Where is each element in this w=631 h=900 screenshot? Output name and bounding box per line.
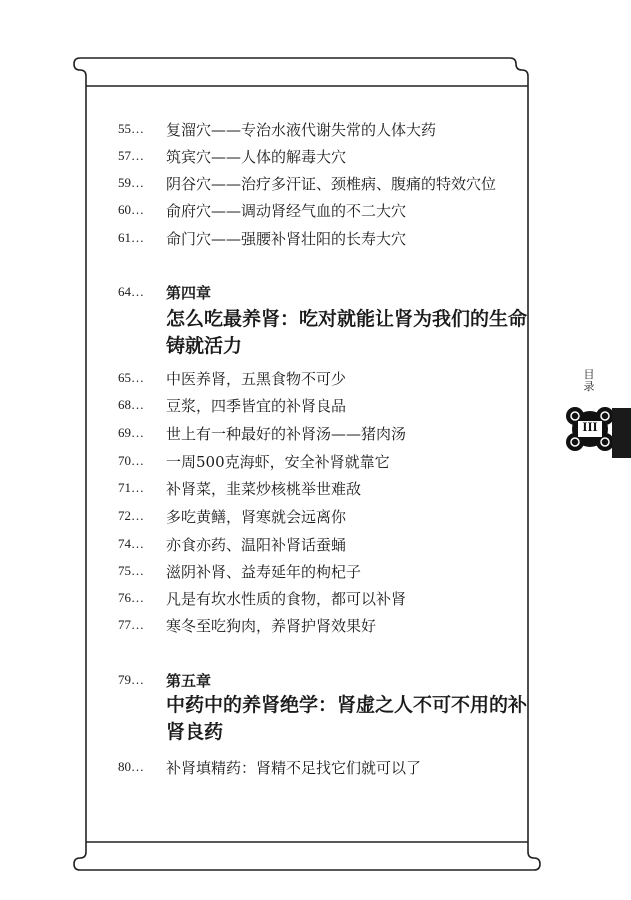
chapter-heading[interactable] <box>118 281 211 303</box>
toc-entry-title: 一周500克海虾，安全补肾就靠它 <box>166 452 390 471</box>
toc-page-number: 70… <box>118 453 144 468</box>
chapter-title-line: 怎么吃最养肾：吃对就能让肾为我们的生命 <box>166 308 528 330</box>
toc-entry-title: 俞府穴——调动肾经气血的不二大穴 <box>166 201 407 220</box>
toc-entry[interactable] <box>118 394 346 416</box>
toc-page-number: 57… <box>118 148 144 163</box>
chapter-label: 第五章 <box>166 671 212 690</box>
chapter-page-number: 79… <box>118 672 144 687</box>
chapter-label: 第四章 <box>166 283 212 302</box>
toc-page-number: 74… <box>118 536 144 551</box>
chapter-heading[interactable] <box>118 669 211 691</box>
toc-entry-title: 豆浆，四季皆宜的补肾良品 <box>166 396 347 415</box>
toc-entry[interactable] <box>118 614 376 636</box>
toc-entry-title: 阴谷穴——治疗多汗证、颈椎病、腹痛的特效穴位 <box>166 174 497 193</box>
toc-entry[interactable] <box>118 756 421 778</box>
toc-page-number: 68… <box>118 397 144 412</box>
toc-entry[interactable] <box>118 172 496 194</box>
toc-page-number: 80… <box>118 759 144 774</box>
toc-page-number: 61… <box>118 230 144 245</box>
chapter-page-number: 64… <box>118 284 144 299</box>
toc-entry[interactable] <box>118 118 436 140</box>
toc-entry[interactable] <box>118 560 361 582</box>
side-section-label: 目录 <box>583 368 595 393</box>
toc-entry[interactable] <box>118 505 346 527</box>
toc-page-number: 69… <box>118 425 144 440</box>
toc-page-number: 77… <box>118 617 144 632</box>
chapter-title-line: 肾良药 <box>166 721 224 743</box>
toc-entry-title: 滋阴补肾、益寿延年的枸杞子 <box>166 562 362 581</box>
toc-entry[interactable] <box>118 227 406 249</box>
toc-entry[interactable] <box>118 199 406 221</box>
toc-entry-title: 复溜穴——专治水液代谢失常的人体大药 <box>166 120 437 139</box>
toc-entry[interactable] <box>118 145 346 167</box>
toc-page-number: 75… <box>118 563 144 578</box>
toc-entry-title: 补肾菜，韭菜炒核桃举世难敌 <box>166 479 362 498</box>
toc-entry-title: 寒冬至吃狗肉，养肾护肾效果好 <box>166 616 377 635</box>
toc-entry-title: 世上有一种最好的补肾汤——猪肉汤 <box>166 424 407 443</box>
toc-entry[interactable] <box>118 477 361 499</box>
toc-page-number: 60… <box>118 202 144 217</box>
toc-entry-title: 多吃黄鳝，肾寒就会远离你 <box>166 507 347 526</box>
toc-entry-title: 凡是有坎水性质的食物，都可以补肾 <box>166 589 407 608</box>
toc-entry-title: 中医养肾，五黑食物不可少 <box>166 369 347 388</box>
chapter-title[interactable] <box>166 306 566 360</box>
toc-entry[interactable] <box>118 450 390 472</box>
toc-page-number: 65… <box>118 370 144 385</box>
toc-page-number: 72… <box>118 508 144 523</box>
toc-entry-title: 命门穴——强腰补肾壮阳的长寿大穴 <box>166 229 407 248</box>
toc-entry-title: 筑宾穴——人体的解毒大穴 <box>166 147 347 166</box>
toc-page-number: 71… <box>118 480 144 495</box>
page-number-roman: III <box>582 419 598 434</box>
chapter-title[interactable] <box>166 692 566 746</box>
thumb-tab <box>612 408 631 458</box>
toc-entry[interactable] <box>118 422 406 444</box>
toc-entry-title: 亦食亦药、温阳补肾话蚕蛹 <box>166 535 347 554</box>
toc-entry[interactable] <box>118 533 346 555</box>
toc-page-number: 76… <box>118 590 144 605</box>
toc-page-number: 59… <box>118 175 144 190</box>
toc-page-number: 55… <box>118 121 144 136</box>
chapter-title-line: 中药中的养肾绝学：肾虚之人不可不用的补 <box>166 694 528 716</box>
chapter-title-line: 铸就活力 <box>166 335 243 357</box>
toc-entry[interactable] <box>118 367 346 389</box>
toc-entry[interactable] <box>118 587 406 609</box>
toc-entry-title: 补肾填精药：肾精不足找它们就可以了 <box>166 758 422 777</box>
